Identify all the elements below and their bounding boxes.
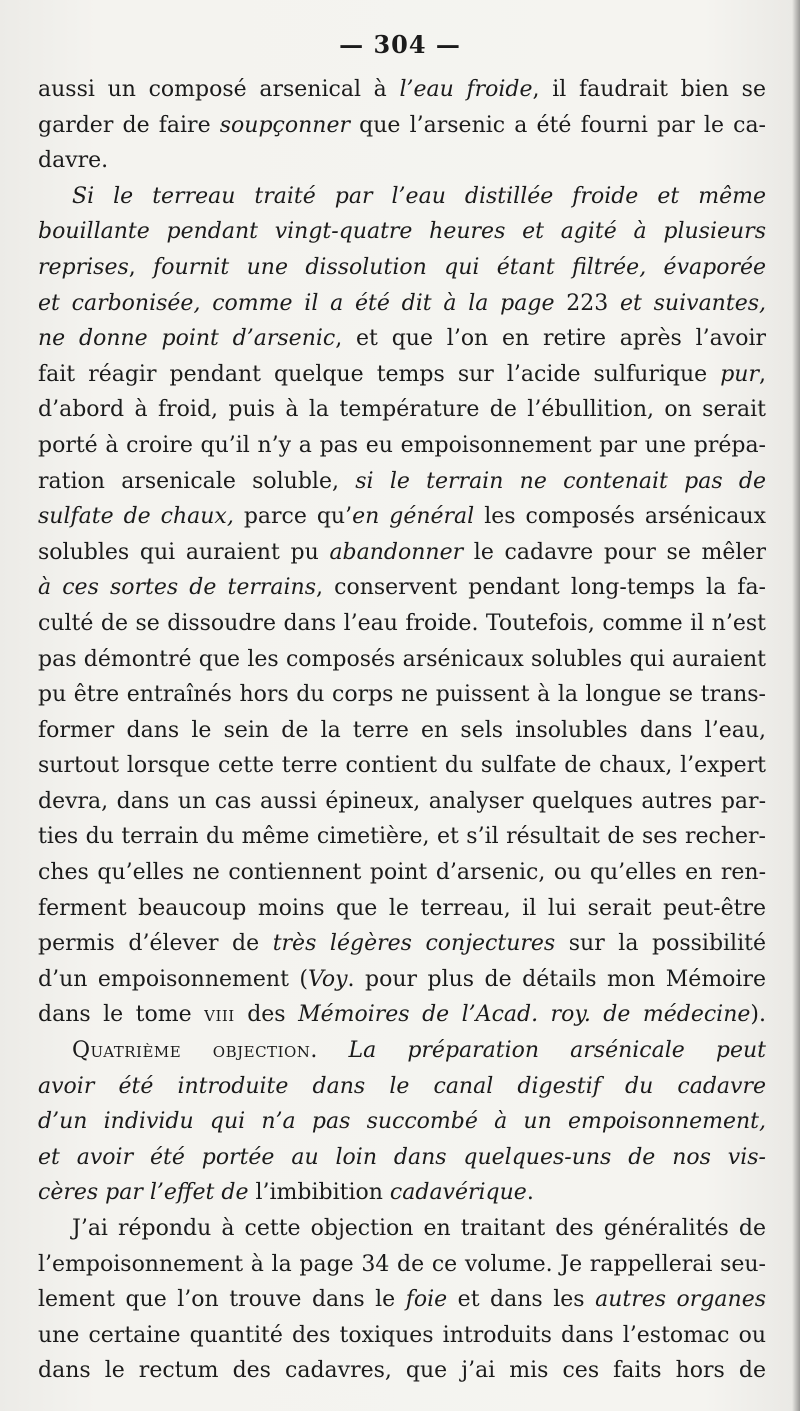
text-line — [38, 1282, 766, 1318]
italic-text: foie — [405, 1287, 448, 1313]
text-segment: J’ai répondu à cette objection en traitant des généralités de — [72, 1216, 766, 1241]
italic-text: Voy — [307, 966, 348, 992]
text-segment: . pour plus de détails mon Mémoire — [347, 966, 766, 992]
text-segment: des — [234, 1002, 299, 1028]
text-line — [38, 250, 766, 286]
italic-text: bouillante pendant vingt-quatre heures et agité à plusieurs — [38, 219, 766, 245]
text-segment: une certaine quantité des toxiques introduits dans l’estomac ou — [38, 1322, 766, 1348]
italic-text: reprises — [38, 254, 129, 280]
text-segment: . — [310, 1038, 349, 1064]
text-line — [38, 1140, 766, 1176]
text-line — [38, 108, 766, 144]
text-line — [38, 321, 766, 357]
text-segment: le cadavre pour se mêler — [463, 539, 766, 565]
text-segment: et dans les — [447, 1287, 596, 1313]
italic-text: autres organes — [595, 1287, 766, 1313]
text-segment: , il faudrait bien se — [532, 77, 766, 102]
text-segment: garder de faire — [38, 112, 220, 138]
text-line — [38, 1211, 766, 1247]
text-segment: sur la possibilité — [555, 931, 766, 957]
text-line — [38, 143, 766, 179]
italic-text: Si le terreau traité par l’eau distillée froide et même — [72, 183, 766, 209]
text-line — [38, 1247, 766, 1283]
text-segment: pas démontré que les composés arsénicaux solubles qui auraient — [38, 646, 766, 672]
text-line — [38, 891, 766, 927]
text-line — [38, 606, 766, 642]
text-line — [38, 926, 766, 962]
text-segment: culté de se dissoudre dans l’eau froide. Toutefois, comme il n’est — [38, 610, 766, 636]
italic-text: La préparation arsénicale peut — [348, 1038, 766, 1064]
italic-text: pur — [720, 361, 759, 387]
text-segment: dans le rectum des cadavres, que j’ai mis ces faits hors de — [38, 1358, 766, 1384]
text-line — [38, 748, 766, 784]
text-segment: surtout lorsque cette terre contient du sulfate de chaux, l’expert — [38, 753, 766, 779]
text-line — [38, 214, 766, 250]
text-line — [38, 286, 766, 322]
text-line — [38, 357, 766, 393]
text-line — [38, 1175, 766, 1211]
text-segment: ferment beaucoup moins que le terreau, il lui serait peut-être — [38, 895, 766, 921]
italic-text: abandonner — [329, 539, 464, 565]
italic-text: avoir été introduite dans le canal digestif du cadavre — [38, 1073, 766, 1099]
text-line — [38, 784, 766, 820]
italic-text: et suivantes, — [620, 290, 766, 316]
italic-text: très légères conjectures — [272, 931, 556, 957]
italic-text: sulfate de chaux, — [38, 504, 234, 530]
text-segment: ). — [750, 1002, 766, 1028]
text-segment: former dans le sein de la terre en sels insolubles dans l’eau, — [38, 717, 766, 743]
text-line — [38, 499, 766, 535]
italic-text: en général — [352, 504, 475, 530]
text-segment: dans le tome — [38, 1002, 205, 1028]
text-line — [38, 1353, 766, 1389]
text-line — [38, 677, 766, 713]
text-segment: pu être entraînés hors du corps ne puissent à la longue se trans- — [38, 682, 766, 708]
text-line — [38, 997, 766, 1033]
italic-text: à ces sortes de terrains — [38, 575, 317, 601]
text-line — [38, 392, 766, 428]
text-segment: porté à croire qu’il n’y a pas eu empoisonnement par une prépa- — [38, 432, 766, 458]
page-edge-shadow — [792, 0, 800, 1411]
text-line — [38, 1104, 766, 1140]
text-segment: fait réagir pendant quelque temps sur l’acide sulfurique — [38, 361, 721, 387]
text-line — [38, 428, 766, 464]
text-line — [38, 642, 766, 678]
italic-text: si le terrain ne contenait pas de — [355, 468, 766, 494]
text-segment: lement que l’on trouve dans le — [38, 1287, 406, 1313]
text-segment: d’un empoisonnement ( — [38, 966, 308, 992]
text-segment: l’empoisonnement à la page 34 de ce volume. Je rappellerai seu- — [38, 1251, 766, 1277]
text-segment: . — [526, 1180, 534, 1206]
text-line — [38, 819, 766, 855]
text-line — [38, 570, 766, 606]
text-segment: ration arsenicale soluble, — [38, 468, 356, 494]
text-segment: ties du terrain du même cimetière, et s’il résultait de ses recher- — [38, 824, 766, 850]
text-line — [38, 1033, 766, 1069]
italic-text: cères par l’effet de — [38, 1180, 249, 1206]
text-line — [38, 464, 766, 500]
text-segment: permis d’élever de — [38, 931, 273, 957]
italic-text: et carbonisée, comme il a été dit à la page — [38, 290, 555, 316]
text-line — [38, 713, 766, 749]
text-segment: l’imbibition — [248, 1180, 390, 1206]
text-line — [38, 1318, 766, 1354]
text-line — [38, 962, 766, 998]
italic-text: d’un individu qui n’a pas succombé à un empoisonnement, — [38, 1109, 766, 1135]
text-line — [38, 855, 766, 891]
text-segment: , — [128, 254, 154, 280]
text-segment: ches qu’elles ne contiennent point d’arsenic, ou qu’elles en ren- — [38, 860, 766, 886]
small-caps-text: Quatrième objection — [72, 1038, 311, 1064]
text-segment: d’abord à froid, puis à la température de l’ébullition, on serait — [38, 397, 766, 423]
text-segment: , et que l’on en retire après l’avoir — [335, 326, 766, 352]
italic-text: cadavérique — [389, 1180, 527, 1206]
text-line — [38, 72, 766, 108]
text-block — [38, 72, 766, 1389]
text-line — [38, 179, 766, 215]
text-line — [38, 535, 766, 571]
text-segment: devra, dans un cas aussi épineux, analyser quelques autres par- — [38, 788, 766, 814]
italic-text: et avoir été portée au loin dans quelques-uns de nos vis- — [38, 1144, 766, 1170]
text-segment: solubles qui auraient pu — [38, 539, 330, 565]
italic-text: fournit une dissolution qui étant filtrée, évaporée — [153, 254, 766, 280]
page-number: — 304 — — [339, 30, 461, 59]
text-segment: parce qu’ — [233, 504, 353, 530]
small-caps-text: viii — [204, 1002, 235, 1028]
italic-text: Mémoires de l’Acad. roy. de médecine — [298, 1002, 751, 1028]
text-segment: davre. — [38, 148, 109, 174]
text-segment: 223 — [554, 290, 621, 316]
text-segment: aussi un composé arsenical à — [38, 77, 400, 102]
text-segment: que l’arsenic a été fourni par le ca- — [350, 112, 766, 138]
text-segment: , — [759, 361, 766, 387]
text-segment: , conservent pendant long-temps la fa- — [316, 575, 766, 601]
italic-text: ne donne point d’arsenic — [38, 326, 336, 352]
text-segment: les composés arsénicaux — [474, 504, 766, 530]
italic-text: soupçonner — [219, 112, 350, 138]
italic-text: l’eau froide — [399, 77, 533, 102]
text-line — [38, 1069, 766, 1105]
